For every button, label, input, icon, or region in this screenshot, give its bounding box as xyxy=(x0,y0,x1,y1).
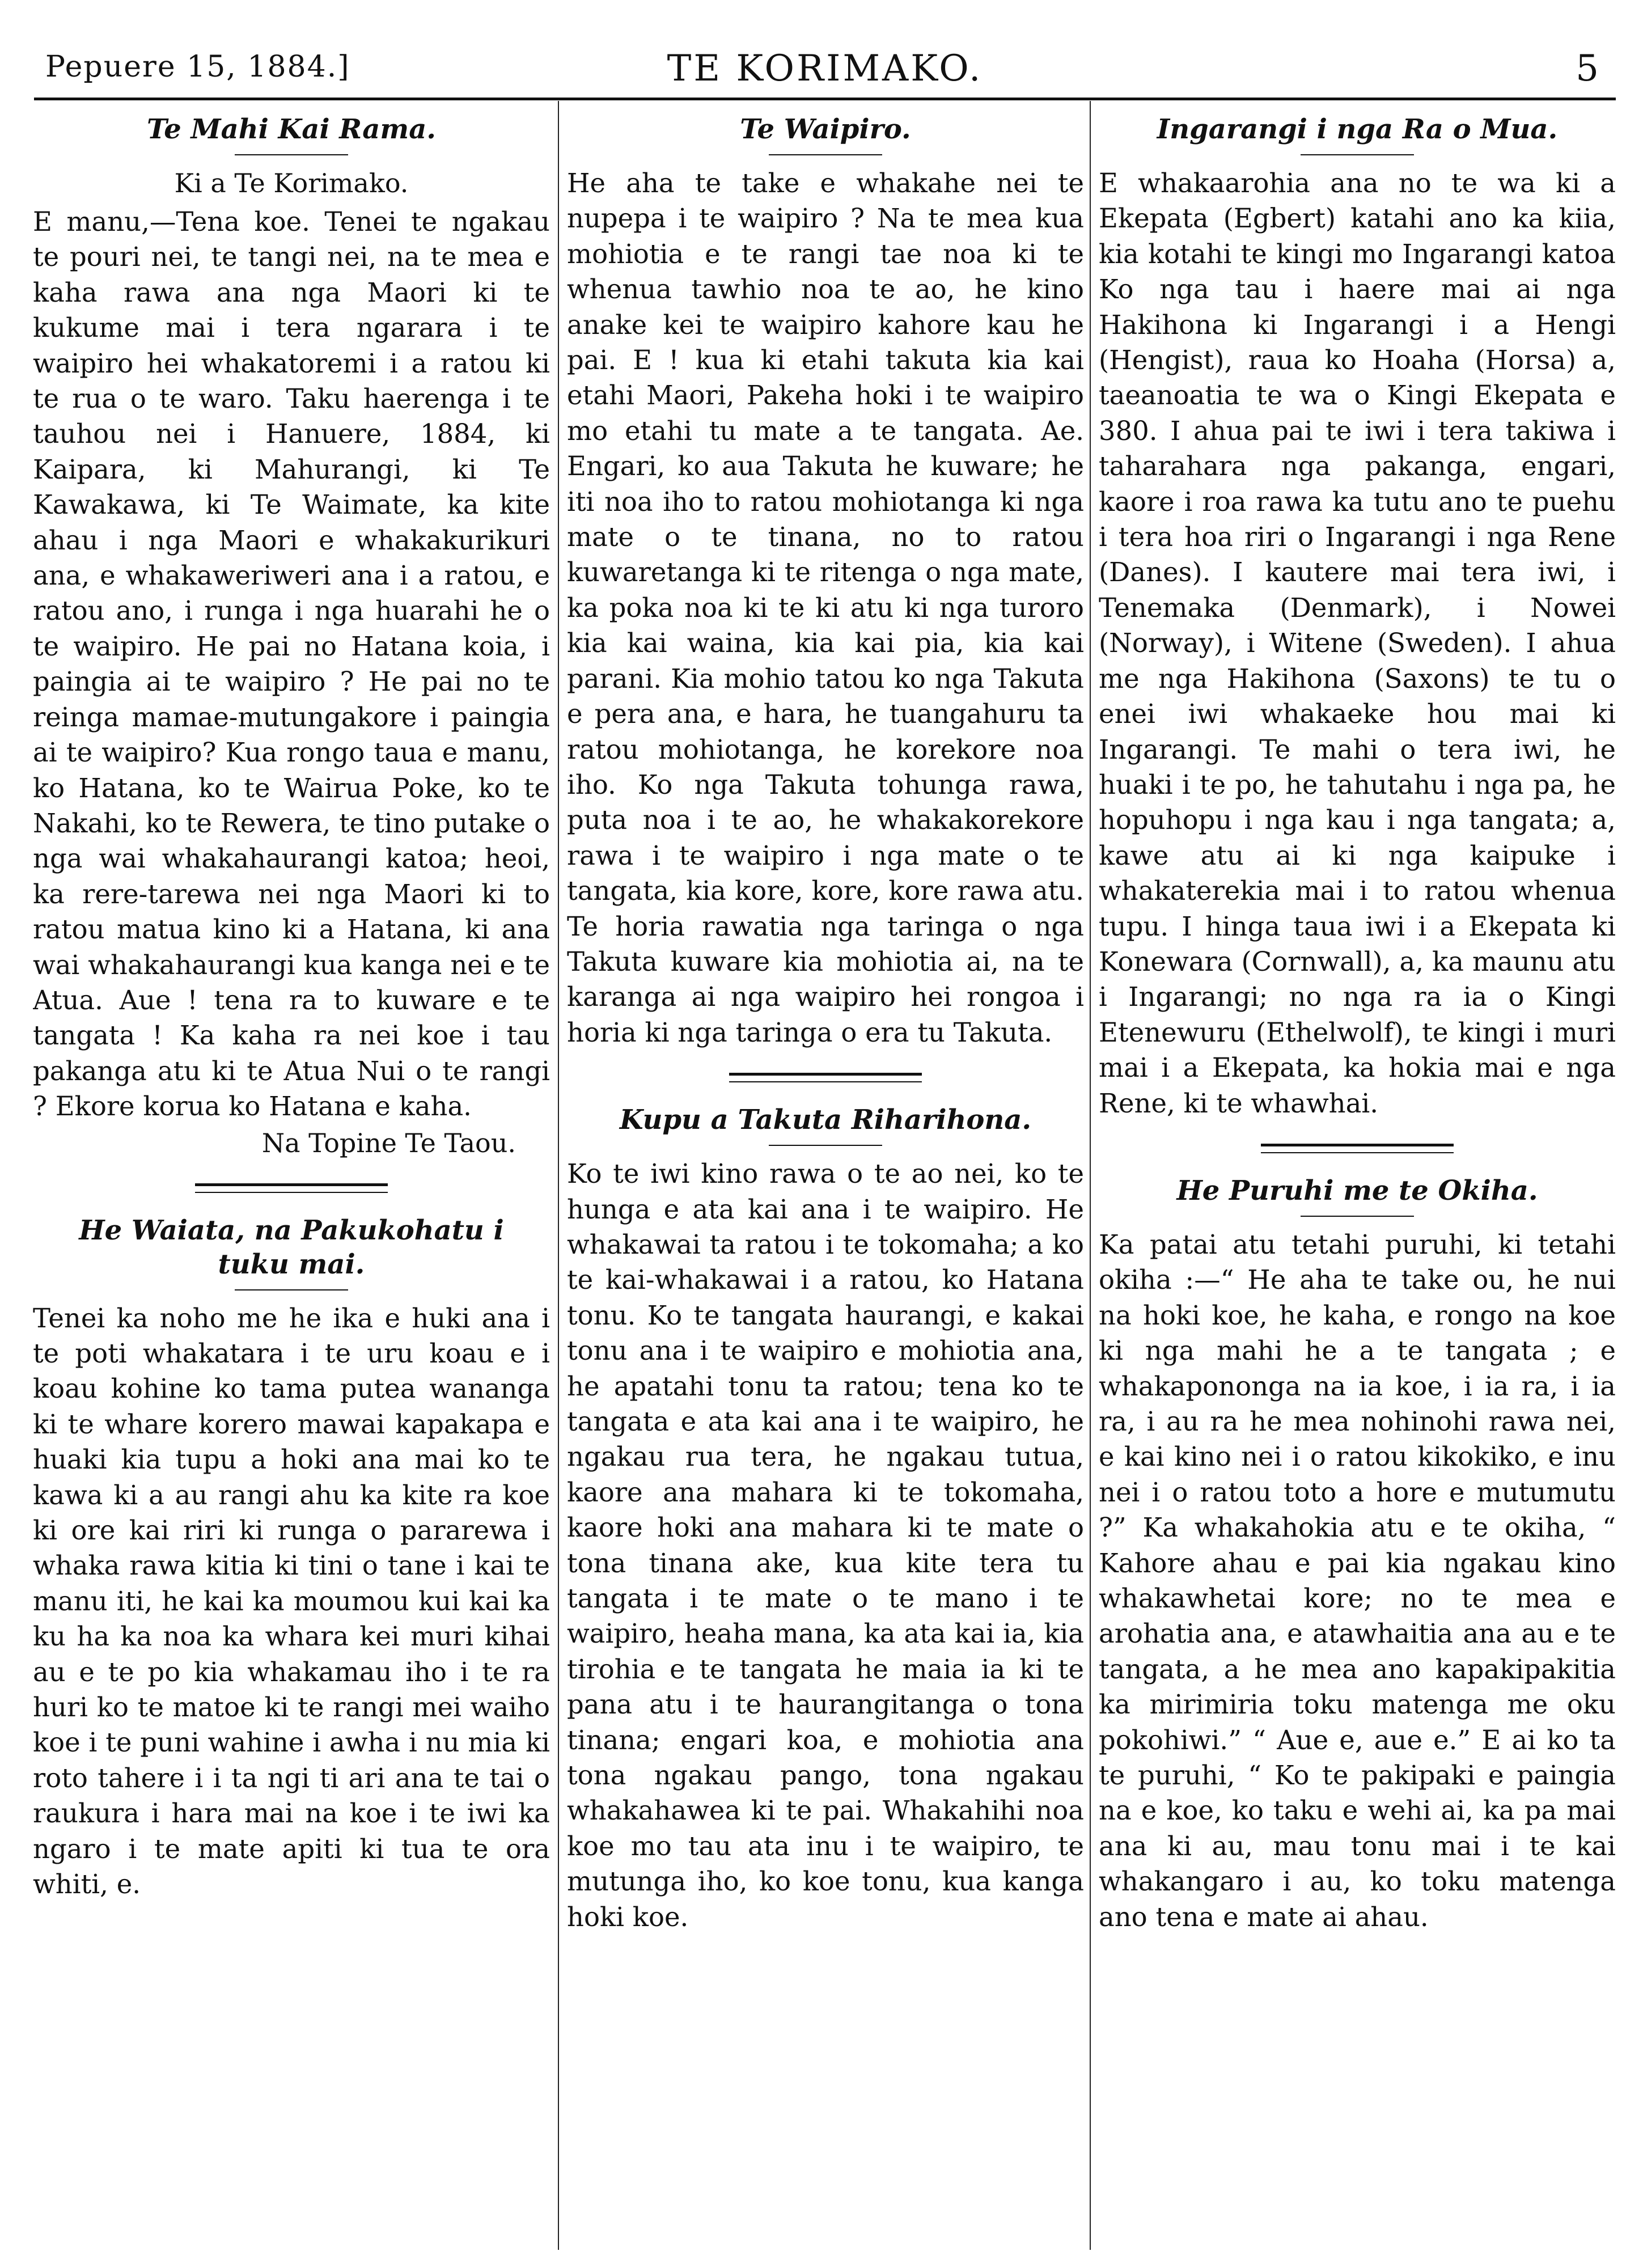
newspaper-title: TE KORIMAKO. xyxy=(667,48,983,90)
column-2 xyxy=(567,108,1084,2251)
section-separator xyxy=(1261,1144,1454,1153)
article-body: E manu,—Tena koe. Tenei te ngakau te pouri nei, te tangi nei, na te mea e kaha rawa ana nga Maori ki te kukume mai i tera ngarara i te waipiro hei whakatoremi i a ratou ki te rua o te waro. Taku haerenga i te tauhou nei i Hanuere, 1884, ki Kaipara, ki Mahurangi, ki Te Kawakawa, ki Te Waimate, ka kite ahau i nga Maori e whakakurikuri ana, e whakaweriweri ana i a ratou, e ratou ano, i runga i nga huarahi he o te waipiro. He pai no Hatana koia, i paingia ai te waipiro ? He pai no te reinga mamae-mutungakore i paingia ai te waipiro? Kua rongo taua e manu, ko Hatana, ko te Wairua Poke, ko te Nakahi, ko te Rewera, te tino putake o nga wai whakahaurangi katoa; heoi, ka rere-tarewa nei nga Maori ki to ratou matua kino ki a Hatana, ki ana wai whakahaurangi kua kanga nei e te Atua. Aue ! tena ra to kuware e te tangata ! Ka kaha ra nei koe i tau pakanga atu ki te Atua Nui o te rangi ? Ekore korua ko Hatana e kaha. xyxy=(33,206,550,1122)
column-3 xyxy=(1099,108,1616,2251)
page-number: 5 xyxy=(1576,48,1599,90)
title-rule xyxy=(769,1145,882,1146)
article-title: He Waiata, na Pakukohatu i tuku mai. xyxy=(79,1214,504,1280)
header-rule xyxy=(34,98,1616,100)
article-title: Te Waipiro. xyxy=(740,113,911,145)
masthead xyxy=(34,23,1616,91)
column-divider xyxy=(558,101,559,2250)
article-title: Kupu a Takuta Riharihona. xyxy=(619,1104,1032,1136)
article-body: E whakaarohia ana no te wa ki a Ekepata (Egbert) katahi ano ka kiia, kia kotahi te kingi mo Ingarangi katoa Ko nga tau i haere mai ai nga Hakihona ki Ingarangi i a Hengi (Hengist), raua ko Hoaha (Horsa) a, taeanoatia te wa o Kingi Ekepata e 380. I ahua pai te iwi i tera takiwa i taharahara nga pakanga, engari, kaore i roa rawa ka tutu ano te puehu i tera hoa riri o Ingarangi i nga Rene (Danes). I kautere mai tera iwi, i Tenemaka (Denmark), i Nowei (Norway), i Witene (Sweden). I ahua me nga Hakihona (Saxons) te tu o enei iwi whakaeke hou mai ki Ingarangi. Te mahi o tera iwi, he huaki i te po, he tahutahu i nga pa, he hopuhopu i nga kau i nga tangata; a, kawe atu ai ki nga kaipuke i whakaterekia mai i to ratou whenua tupu. I hinga taua iwi i a Ekepata ki Konewara (Cornwall), a, ka maunu atu i Ingarangi; no nga ra ia o Kingi Etenewuru (Ethelwolf), te kingi i muri mai i a Ekepata, ka hokia mai e nga Rene, ki te whawhai. xyxy=(1099,168,1616,1119)
title-rule xyxy=(1301,154,1414,155)
title-rule xyxy=(769,154,882,155)
column-1 xyxy=(33,108,550,2251)
article-address: Ki a Te Korimako. xyxy=(174,168,409,198)
article-title: Ingarangi i nga Ra o Mua. xyxy=(1157,113,1558,145)
issue-date: Pepuere 15, 1884.] xyxy=(45,50,350,84)
section-separator xyxy=(729,1073,922,1082)
article-body: He aha te take e whakahe nei te nupepa i te waipiro ? Na te mea kua mohiotia e te rangi tae noa ki te whenua tawhio noa te ao, he kino anake kei te waipiro kahore kau he pai. E ! kua ki etahi takuta kia kai etahi Maori, Pakeha hoki i te waipiro mo etahi tu mate a te tangata. Ae. Engari, ko aua Takuta he kuware; he iti noa iho to ratou mohiotanga ki nga mate o te tinana, no to ratou kuwaretanga ki te ritenga o nga mate, ka poka noa ki te ki atu ki nga turoro kia kai waina, kia kai pia, kia kai parani. Kia mohio tatou ko nga Takuta e pera ana, e hara, he tuangahuru ta ratou mohiotanga, he korekore noa iho. Ko nga Takuta tohunga rawa, puta noa i te ao, he whakakorekore rawa i te waipiro i nga mate o te tangata, kia kore, kore, kore rawa atu. Te horia rawatia nga taringa o nga Takuta kuware kia mohiotia ai, na te karanga ai nga waipiro hei rongoa i horia ki nga taringa o era tu Takuta. xyxy=(567,168,1084,1048)
article-body: Ko te iwi kino rawa o te ao nei, ko te hunga e ata kai ana i te waipiro. He whakawai ta ratou i te tokomaha; a ko te kai-whakawai i a ratou, ko Hatana tonu. Ko te tangata haurangi, e kakai tonu ana i te waipiro e mohiotia ana, he apatahi tonu ta ratou; tena ko te tangata e ata kai ana i te waipiro, he ngakau rua tera, he ngakau tutua, kaore ana mahara ki te tokomaha, kaore hoki ana mahara ki te mate o tona tinana ake, kua kite tera tu tangata i te mate o te mano i te waipiro, heaha mana, ka ata kai ia, kia tirohia e te tangata he maia ia ki te pana atu i te haurangitanga o tona tinana; engari koa, e mohiotia ana tona ngakau pango, tona ngakau whakahawea ki te pai. Whakahihi noa koe mo tau ata inu i te waipiro, te mutunga iho, ko koe tonu, kua kanga hoki koe. xyxy=(567,1158,1084,1932)
article-title: Te Mahi Kai Rama. xyxy=(147,113,436,145)
title-rule xyxy=(1301,1216,1414,1217)
article-signature: Na Topine Te Taou. xyxy=(261,1127,516,1158)
article-title: He Puruhi me te Okiha. xyxy=(1176,1174,1538,1207)
column-divider xyxy=(1090,101,1091,2250)
article-body: Ka patai atu tetahi puruhi, ki tetahi okiha :—“ He aha te take ou, he nui na hoki koe, he kaha, e rongo na koe ki nga mahi he a te tangata ; e whakapononga na ia koe, i ia ra, i ia ra, i au ra he mea nohinohi rawa nei, e kai kino nei i o ratou kikokiko, e inu nei i o ratou toto a hore e mutumutu ?” Ka whakahokia atu e te okiha, “ Kahore ahau e pai kia ngakau kino whakawhetai kore; no te mea e arohatia ana, e atawhaitia ana au e te tangata, a he mea ano kapakipakitia ka mirimiria toku matenga me oku pokohiwi.” “ Aue e, aue e.” E ai ko ta te puruhi, “ Ko te pakipaki e paingia na e koe, ko taku e wehi ai, ka pa mai ana ki au, mau tonu mai i te kai whakangaro i au, ko toku matenga ano tena e mate ai ahau. xyxy=(1099,1229,1616,1932)
title-rule xyxy=(235,1289,348,1290)
title-rule xyxy=(235,154,348,155)
section-separator xyxy=(195,1183,388,1193)
article-body: Tenei ka noho me he ika e huki ana i te poti whakatara i te uru koau e i koau kohine ko tama putea wananga ki te whare korero mawai kapakapa e huaki kia tupu a hoki ana mai ko te kawa ki a au rangi ahu ka kite ra koe ki ore kai riri ki runga o pararewa i whaka rawa kitia ki tini o tane i kai te manu iti, he kai ka moumou kui kai ka ku ha ka noa ka whara kei muri kihai au e te po kia whakamau iho i te ra huri ko te matoe ki te rangi mei waiho koe i te puni wahine i awha i nu mia ki roto tahere i i ta ngi ti ari ana te tai o raukura i hara mai na koe i te iwi ka ngaro i te mate apiti ki tua te ora whiti, e. xyxy=(33,1302,550,1900)
